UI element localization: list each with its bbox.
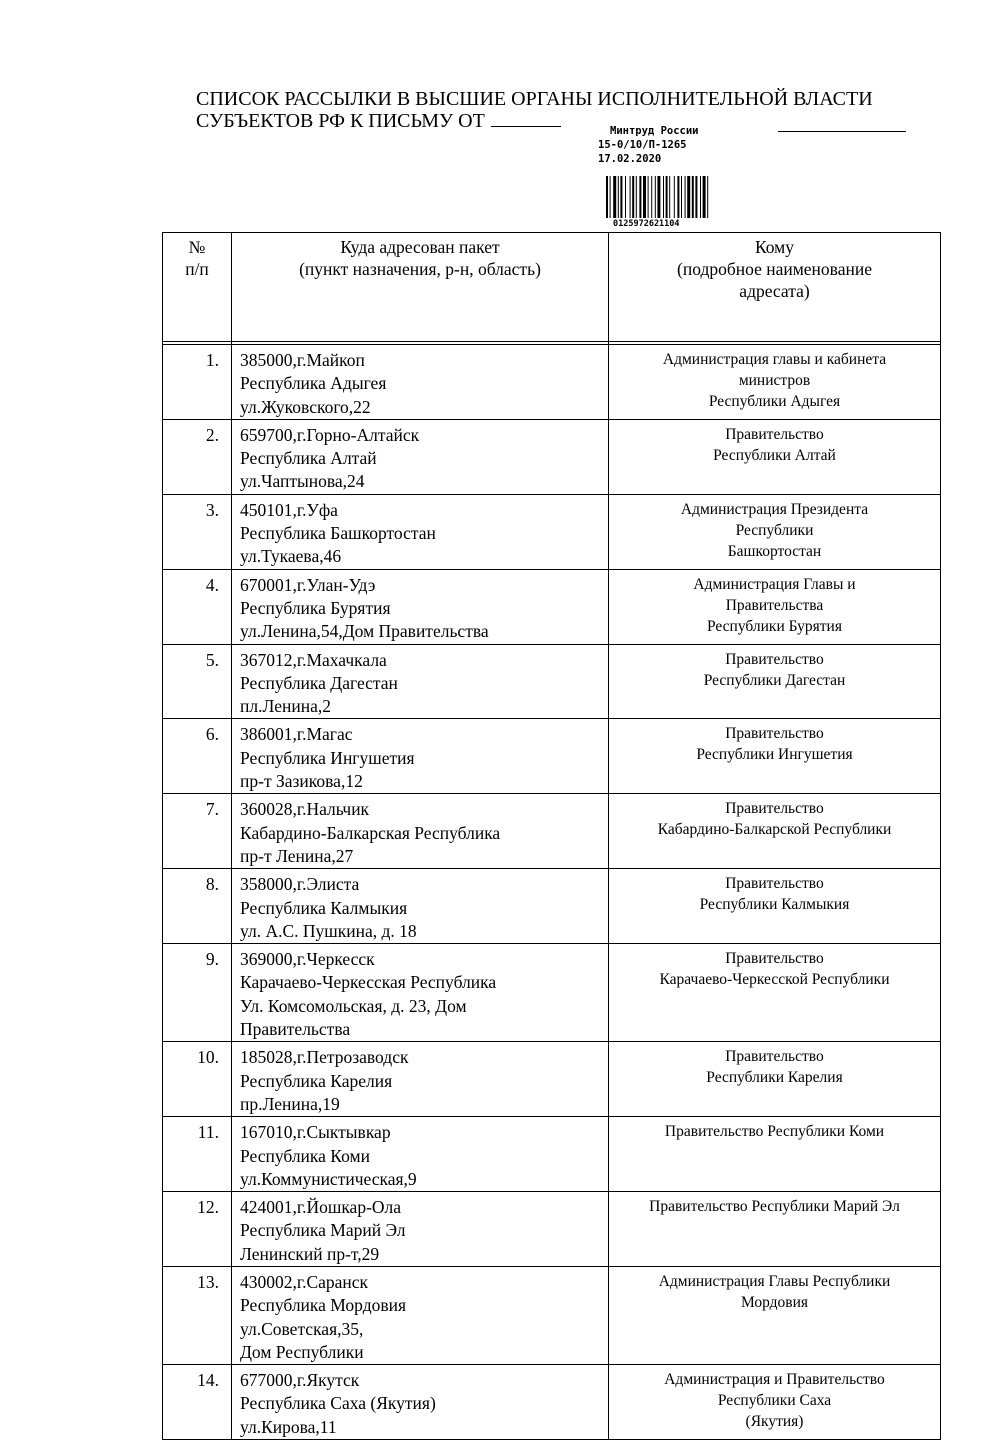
recipient-cell — [609, 794, 941, 869]
recipient-line: Правительство Республики Марий Эл — [649, 1198, 900, 1216]
recipient-line: (Якутия) — [745, 1413, 804, 1431]
recipient-line: Правительство — [725, 950, 824, 968]
recipient-cell — [609, 869, 941, 944]
barcode-bar — [636, 176, 637, 218]
address-line: Республика Марий Эл — [240, 1220, 406, 1241]
barcode — [606, 176, 758, 218]
address-line: ул.Ленина,54,Дом Правительства — [240, 621, 489, 642]
recipient-line: Республики — [735, 521, 814, 539]
address-line: 430002,г.Саранск — [240, 1271, 369, 1292]
table-row — [163, 1365, 941, 1440]
recipient-line: Администрация Главы Республики — [658, 1272, 891, 1290]
barcode-bar — [651, 176, 652, 218]
header-num-line: № — [188, 237, 206, 257]
address-line: 450101,г.Уфа — [240, 499, 338, 520]
table-row — [163, 944, 941, 1042]
address-line: Республика Саха (Якутия) — [240, 1393, 436, 1414]
distribution-table — [162, 232, 941, 1440]
recipient-line: Правительство Республики Коми — [664, 1123, 885, 1141]
table-row — [163, 644, 941, 719]
header-recipient-line: Кому — [754, 237, 795, 257]
address-cell — [232, 719, 609, 794]
header-address — [232, 233, 609, 342]
barcode-bar — [685, 176, 686, 218]
recipient-line: Правительства — [725, 596, 824, 614]
row-number: 7. — [163, 794, 232, 869]
address-cell — [232, 1117, 609, 1192]
recipient-line: Республики Адыгея — [708, 393, 841, 410]
barcode-bar — [657, 176, 660, 218]
stamp-org: Минтруд России — [610, 125, 699, 137]
address-line: ул. А.С. Пушкина, д. 18 — [240, 920, 417, 941]
address-cell — [232, 944, 609, 1042]
address-line: Республика Алтай — [240, 448, 377, 469]
address-line: пл.Ленина,2 — [240, 696, 331, 717]
recipient-line: Башкортостан — [727, 542, 822, 560]
address-line: Правительства — [240, 1019, 351, 1040]
stamp-ref: 15-0/10/П-1265 — [598, 139, 687, 151]
row-number: 1. — [163, 345, 232, 420]
table-row — [163, 1117, 941, 1192]
header-recipient-line: (подробное наименование — [677, 259, 872, 279]
row-number: 2. — [163, 419, 232, 494]
barcode-bar — [669, 176, 670, 218]
recipient-line: Республики Бурятия — [707, 617, 842, 635]
registration-stamp — [598, 124, 699, 166]
address-line: Республика Коми — [240, 1145, 370, 1166]
table-row — [163, 794, 941, 869]
recipient-cell — [609, 644, 941, 719]
barcode-bar — [618, 176, 619, 218]
barcode-bar — [632, 176, 634, 218]
recipient-cell — [609, 1042, 941, 1117]
address-line: пр.Ленина,19 — [240, 1093, 340, 1114]
address-cell — [232, 1266, 609, 1364]
recipient-line: Правительство — [725, 425, 824, 443]
address-line: Республика Дагестан — [240, 672, 398, 693]
address-line: 167010,г.Сыктывкар — [240, 1122, 391, 1143]
barcode-bar — [663, 176, 664, 218]
address-line: Республика Ингушетия — [240, 747, 415, 768]
recipient-line: Правительство — [725, 875, 824, 893]
recipient-line: Правительство — [725, 650, 824, 668]
address-line: 670001,г.Улан-Удэ — [240, 574, 376, 595]
address-line: ул.Чаптынова,24 — [240, 471, 365, 492]
address-line: Дом Республики — [240, 1341, 364, 1362]
address-line: ул.Кирова,11 — [240, 1416, 337, 1437]
header-address-line: (пункт назначения, р-н, область) — [299, 259, 541, 279]
address-cell — [232, 345, 609, 420]
recipient-cell — [609, 944, 941, 1042]
header-recipient — [609, 233, 941, 342]
address-line: Кабардино-Балкарская Республика — [240, 822, 501, 843]
address-line: ул.Жуковского,22 — [240, 396, 371, 417]
row-number: 10. — [163, 1042, 232, 1117]
recipient-cell — [609, 345, 941, 420]
row-number: 4. — [163, 569, 232, 644]
barcode-bar — [674, 176, 675, 218]
address-cell — [232, 419, 609, 494]
barcode-bar — [700, 176, 701, 218]
address-line: ул.Советская,35, — [240, 1318, 364, 1339]
barcode-bar — [692, 176, 694, 218]
address-cell — [232, 794, 609, 869]
recipient-line: Кабардино-Балкарской Республики — [657, 821, 892, 839]
recipient-line: Администрация Главы и — [693, 575, 856, 593]
barcode-bar — [648, 176, 649, 218]
address-cell — [232, 1042, 609, 1117]
address-line: пр-т Ленина,27 — [240, 845, 354, 866]
barcode-bar — [620, 176, 622, 218]
barcode-bar — [655, 176, 656, 218]
row-number: 6. — [163, 719, 232, 794]
address-line: 185028,г.Петрозаводск — [240, 1047, 409, 1068]
table-row — [163, 494, 941, 569]
title-line-2-text: СУБЪЕКТОВ РФ К ПИСЬМУ ОТ — [196, 110, 485, 132]
recipient-cell — [609, 419, 941, 494]
recipient-line: Правительство — [725, 1048, 824, 1066]
address-line: 358000,г.Элиста — [240, 874, 360, 895]
barcode-bar — [610, 176, 611, 218]
row-number: 3. — [163, 494, 232, 569]
recipient-line: Республики Дагестан — [703, 671, 846, 689]
row-number: 5. — [163, 644, 232, 719]
barcode-bar — [677, 176, 679, 218]
recipient-line: Карачаево-Черкесской Республики — [659, 971, 890, 989]
address-line: Республика Бурятия — [240, 597, 391, 618]
address-line: 424001,г.Йошкар-Ола — [240, 1197, 402, 1218]
table-row — [163, 419, 941, 494]
recipient-line: министров — [738, 372, 811, 389]
address-cell — [232, 569, 609, 644]
barcode-number: 0125972621104 — [613, 219, 680, 229]
row-number: 9. — [163, 944, 232, 1042]
address-line: Республика Адыгея — [240, 373, 387, 394]
address-cell — [232, 869, 609, 944]
header-num — [163, 233, 232, 342]
recipient-cell — [609, 1365, 941, 1440]
barcode-bar — [707, 176, 708, 218]
recipient-line: Республики Саха — [717, 1392, 832, 1410]
row-number: 11. — [163, 1117, 232, 1192]
table-row — [163, 719, 941, 794]
barcode-bar — [625, 176, 626, 218]
address-line: 659700,г.Горно-Алтайск — [240, 424, 420, 445]
recipient-line: Правительство — [725, 725, 824, 743]
table-row — [163, 1042, 941, 1117]
row-number: 14. — [163, 1365, 232, 1440]
barcode-bar — [639, 176, 641, 218]
recipient-line: Мордовия — [740, 1293, 809, 1311]
address-cell — [232, 1192, 609, 1267]
table-row — [163, 1192, 941, 1267]
address-cell — [232, 494, 609, 569]
table-row — [163, 345, 941, 420]
recipient-cell — [609, 569, 941, 644]
stamp-date: 17.02.2020 — [598, 153, 662, 165]
row-number: 12. — [163, 1192, 232, 1267]
address-line: 677000,г.Якутск — [240, 1370, 360, 1391]
recipient-cell — [609, 719, 941, 794]
address-line: ул.Коммунистическая,9 — [240, 1168, 417, 1189]
recipient-cell — [609, 1117, 941, 1192]
address-line: Карачаево-Черкесская Республика — [240, 972, 497, 993]
address-line: ул.Тукаева,46 — [240, 546, 342, 567]
address-line: Республика Карелия — [240, 1070, 393, 1091]
header-recipient-line: адресата) — [739, 281, 810, 301]
barcode-bar — [606, 176, 608, 218]
row-number: 8. — [163, 869, 232, 944]
title-line-1: СПИСОК РАССЫЛКИ В ВЫСШИЕ ОРГАНЫ ИСПОЛНИТЕЛЬНОЙ ВЛАСТИ — [196, 88, 873, 110]
table-row — [163, 1266, 941, 1364]
recipient-line: Администрация и Правительство — [664, 1371, 885, 1389]
address-cell — [232, 644, 609, 719]
address-line: 360028,г.Нальчик — [240, 799, 370, 820]
header-num-line: п/п — [185, 259, 209, 279]
recipient-line: Администрация Президента — [680, 500, 869, 518]
address-line: 369000,г.Черкесск — [240, 949, 375, 970]
address-line: Ленинский пр-т,29 — [240, 1243, 380, 1264]
barcode-bar — [630, 176, 631, 218]
recipient-line: Республики Ингушетия — [696, 746, 853, 764]
document-title — [196, 88, 873, 132]
barcode-bar — [613, 176, 616, 218]
number-blank-line — [778, 131, 906, 132]
date-blank-line — [491, 111, 561, 127]
title-line-2 — [196, 110, 873, 132]
recipient-cell — [609, 1266, 941, 1364]
address-line: 385000,г.Майкоп — [240, 350, 365, 370]
table-row — [163, 869, 941, 944]
address-line: 386001,г.Магас — [240, 724, 353, 745]
table-row — [163, 569, 941, 644]
barcode-bar — [681, 176, 682, 218]
address-line: Республика Калмыкия — [240, 897, 408, 918]
row-number: 13. — [163, 1266, 232, 1364]
table-header-row — [163, 233, 941, 342]
address-line: Ул. Комсомольская, д. 23, Дом — [240, 995, 467, 1016]
address-cell — [232, 1365, 609, 1440]
address-line: пр-т Зазикова,12 — [240, 771, 363, 792]
recipient-line: Республики Карелия — [706, 1069, 843, 1087]
recipient-line: Администрация главы и кабинета — [662, 351, 887, 368]
address-line: 367012,г.Махачкала — [240, 649, 387, 670]
recipient-line: Республики Калмыкия — [699, 896, 850, 914]
address-line: Республика Мордовия — [240, 1295, 407, 1316]
recipient-line: Правительство — [725, 800, 824, 818]
barcode-bar — [695, 176, 697, 218]
barcode-bar — [666, 176, 668, 218]
recipient-line: Республики Алтай — [713, 446, 836, 464]
barcode-bar — [643, 176, 646, 218]
recipient-cell — [609, 494, 941, 569]
address-line: Республика Башкортостан — [240, 523, 436, 544]
recipient-cell — [609, 1192, 941, 1267]
barcode-bar — [687, 176, 690, 218]
barcode-bar — [703, 176, 706, 218]
header-address-line: Куда адресован пакет — [340, 237, 500, 257]
